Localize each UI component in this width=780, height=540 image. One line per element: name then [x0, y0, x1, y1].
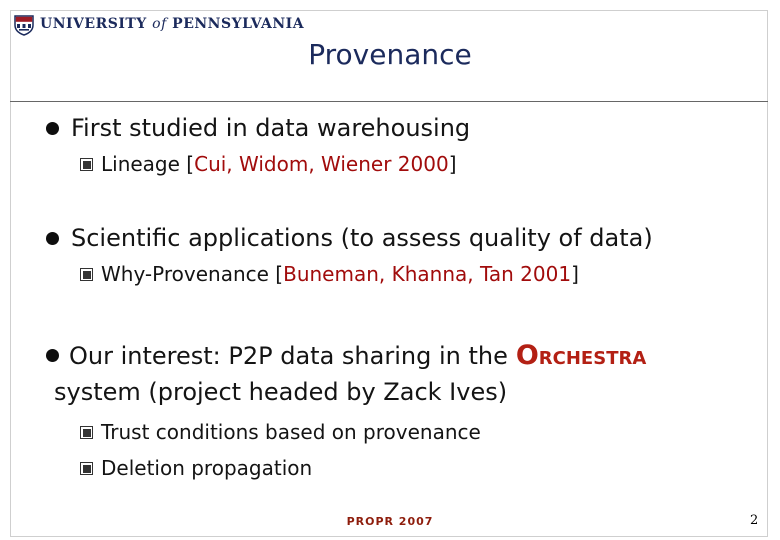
citation: Buneman, Khanna, Tan 2001: [283, 262, 572, 286]
sub-bullet-icon: [80, 462, 93, 475]
page-title: Provenance: [308, 38, 472, 71]
sub-bullet-icon: [80, 426, 93, 439]
footer-text: PROPR 2007: [346, 515, 434, 528]
bullet-text: First studied in data warehousing: [71, 114, 471, 142]
citation: Cui, Widom, Wiener 2000: [194, 152, 449, 176]
sub-bullet-3-1: Trust conditions based on provenance: [80, 420, 481, 444]
bullet-dot-icon: [46, 349, 59, 362]
bullet-dot-icon: [46, 122, 59, 135]
bullet-3: [46, 340, 646, 371]
bullet-text: Our interest: P2P data sharing in the: [69, 341, 508, 370]
orchestra-name: ORCHESTRA: [515, 340, 647, 371]
page-number: 2: [750, 513, 759, 528]
sub-bullet-3-2: Deletion propagation: [80, 456, 312, 480]
bullet-dot-icon: [46, 232, 59, 245]
sub-bullet-1-1: Lineage [ Cui, Widom, Wiener 2000 ]: [80, 152, 457, 176]
bullet-1: [46, 114, 470, 142]
bullet-text: Scientific applications (to assess quality of data): [71, 224, 653, 252]
sub-bullet-icon: [80, 268, 93, 281]
sub-bullet-2-1: Why-Provenance [ Buneman, Khanna, Tan 2001 ]: [80, 262, 579, 286]
sub-bullet-icon: [80, 158, 93, 171]
bullet-3-continuation: system (project headed by Zack Ives): [54, 378, 508, 406]
penn-shield-icon: [13, 14, 35, 36]
bullet-2: [46, 224, 653, 252]
university-name: UNIVERSITY of PENNSYLVANIA: [40, 16, 305, 32]
